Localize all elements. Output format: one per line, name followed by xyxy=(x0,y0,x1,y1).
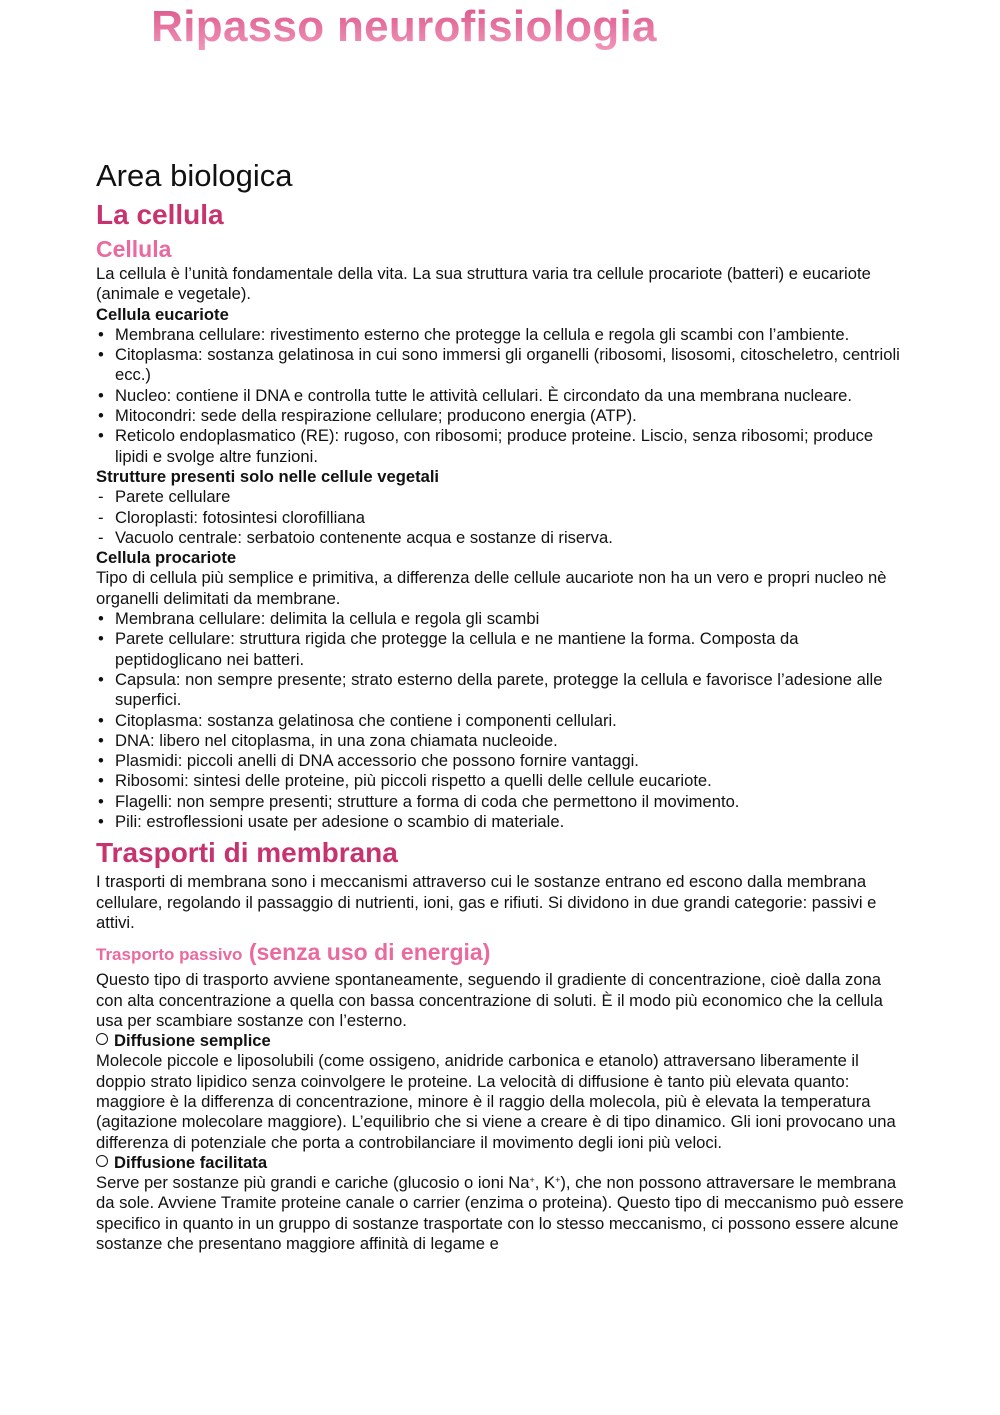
circle-bullet-icon xyxy=(96,1033,108,1045)
list-item: • Citoplasma: sostanza gelatinosa in cui sono immersi gli organelli (ribosomi, lisosomi, citoscheletro, centrioli ecc.) xyxy=(96,345,906,386)
procariote-list xyxy=(96,609,906,832)
list-item: • Capsula: non sempre presente; strato esterno della parete, protegge la cellula e favorisce l’adesione alle superfici. xyxy=(96,670,906,711)
passivo-heading-large: (senza uso di energia) xyxy=(248,939,491,966)
vegetali-heading: Strutture presenti solo nelle cellule vegetali xyxy=(96,466,440,486)
facilitata-text-b: , K xyxy=(534,1173,556,1193)
area-heading: Area biologica xyxy=(96,158,293,193)
facilitata-heading: Diffusione facilitata xyxy=(114,1152,268,1172)
list-item: - Parete cellulare xyxy=(96,487,906,507)
list-item: • Plasmidi: piccoli anelli di DNA accessorio che possono fornire vantaggi. xyxy=(96,751,906,771)
list-item: • Citoplasma: sostanza gelatinosa che contiene i componenti cellulari. xyxy=(96,711,906,731)
superscript-plus: + xyxy=(555,1175,561,1186)
list-item: • DNA: libero nel citoplasma, in una zona chiamata nucleoide. xyxy=(96,731,906,751)
list-item: • Ribosomi: sintesi delle proteine, più piccoli rispetto a quelli delle cellule eucariote. xyxy=(96,771,906,791)
facilitata-text-a: Serve per sostanze più grandi e cariche (glucosio o ioni Na xyxy=(96,1173,530,1193)
eucariote-list xyxy=(96,325,906,467)
passivo-intro: Questo tipo di trasporto avviene spontaneamente, seguendo il gradiente di concentrazione, cioè dalla zona con alta concentrazione a quella con bassa concentrazione di soluti. È il modo più economico che la cellula usa per scambiare sostanze con l’esterno. xyxy=(96,970,883,1030)
list-item: • Parete cellulare: struttura rigida che protegge la cellula e ne mantiene la forma. Composta da peptidoglicano nei batteri. xyxy=(96,629,906,670)
list-item: • Membrana cellulare: delimita la cellula e regola gli scambi xyxy=(96,609,906,629)
superscript-plus: + xyxy=(529,1175,535,1186)
list-item: • Mitocondri: sede della respirazione cellulare; producono energia (ATP). xyxy=(96,406,906,426)
section-heading-trasporti: Trasporti di membrana xyxy=(96,837,398,869)
semplice-heading: Diffusione semplice xyxy=(114,1031,271,1051)
list-item: • Flagelli: non sempre presenti; strutture a forma di coda che permettono il movimento. xyxy=(96,792,906,812)
procariote-intro: Tipo di cellula più semplice e primitiva, a differenza delle cellule aucariote non ha un vero e propri nucleo nè organelli delimitati da membrane. xyxy=(96,568,887,608)
subsection-heading-passivo xyxy=(96,937,906,970)
list-item: • Nucleo: contiene il DNA e controlla tutte le attività cellulari. È circondato da una membrana nucleare. xyxy=(96,386,906,406)
document-title: Ripasso neurofisiologia xyxy=(0,0,904,54)
facilitata-heading-row xyxy=(96,1153,906,1173)
facilitata-text-c: ), che non possono attraversare le membrana da sole. Avviene Tramite proteine canale o carrier (enzima o proteina). Questo tipo di meccanismo può essere specifico in quanto in un gruppo di sostanze trasportate con lo stesso meccanismo, ci possono essere alcune sostanze che presentano maggiore affinità di legame e xyxy=(96,1173,904,1254)
section-heading-cellula: La cellula xyxy=(96,199,224,230)
cellula-intro: La cellula è l’unità fondamentale della vita. La sua struttura varia tra cellule procariote (batteri) e eucariote (animale e vegetale). xyxy=(96,264,871,304)
list-item: - Vacuolo centrale: serbatoio contenente acqua e sostanze di riserva. xyxy=(96,528,906,548)
list-item: • Reticolo endoplasmatico (RE): rugoso, con ribosomi; produce proteine. Liscio, senza ribosomi; produce lipidi e svolge altre funzioni. xyxy=(96,426,906,467)
list-item: - Cloroplasti: fotosintesi clorofilliana xyxy=(96,508,906,528)
list-item: • Pili: estroflessioni usate per adesione o scambio di materiale. xyxy=(96,812,906,832)
document-body xyxy=(96,156,906,1254)
list-item: • Membrana cellulare: rivestimento esterno che protegge la cellula e regola gli scambi con l’ambiente. xyxy=(96,325,906,345)
semplice-text: Molecole piccole e liposolubili (come ossigeno, anidride carbonica e etanolo) attraversano liberamente il doppio strato lipidico senza coinvolgere le proteine. La velocità di diffusione è tanto più elevata quanto: maggiore è la differenza di concentrazione, minore è il raggio della molecola, più è elevata la temperatura (agitazione molecolare maggiore). L’equilibrio che si viene a creare è di tipo dinamico. Gli ioni provocano una differenza di potenziale che porta a controbilanciare il movimento degli ioni più veloci. xyxy=(96,1051,896,1152)
trasporti-intro: I trasporti di membrana sono i meccanismi attraverso cui le sostanze entrano ed escono dalla membrana cellulare, regolando il passaggio di nutrienti, ioni, gas e rifiuti. Si dividono in due grandi categorie: passivi e attivi. xyxy=(96,872,877,932)
semplice-heading-row xyxy=(96,1031,906,1051)
eucariote-heading: Cellula eucariote xyxy=(96,304,229,324)
vegetali-list xyxy=(96,487,906,548)
circle-bullet-icon xyxy=(96,1155,108,1167)
facilitata-text xyxy=(96,1173,906,1254)
passivo-heading-small: Trasporto passivo xyxy=(96,945,243,965)
subsection-heading-cellula: Cellula xyxy=(96,236,172,262)
procariote-heading: Cellula procariote xyxy=(96,548,237,568)
